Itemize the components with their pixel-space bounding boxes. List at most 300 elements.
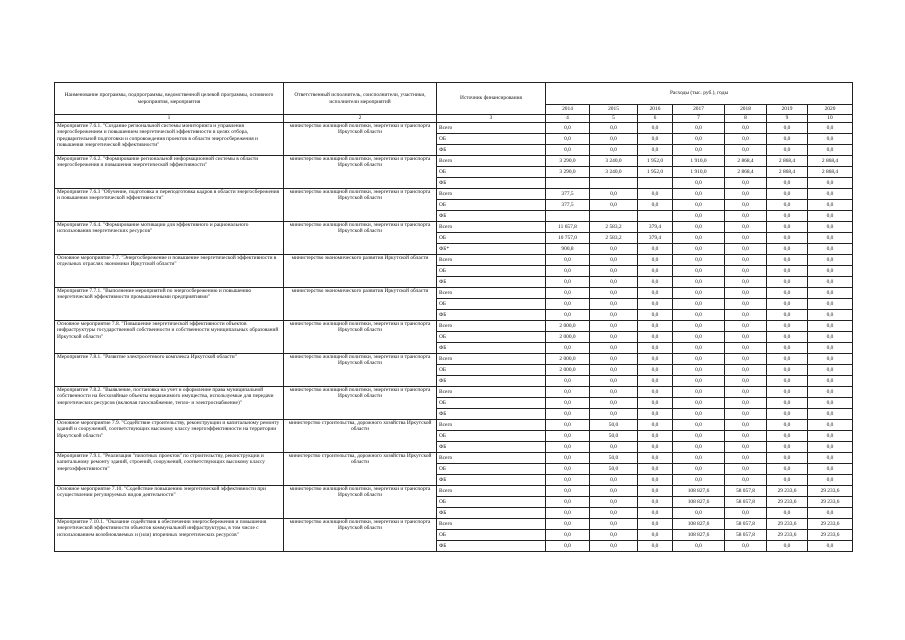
expense-value-cell: 0,0 — [767, 200, 808, 211]
expense-value-cell: 0,0 — [725, 508, 767, 519]
column-number: 10 — [808, 115, 853, 123]
expense-value-cell: 0,0 — [725, 134, 767, 145]
expense-value-cell: 0,0 — [767, 222, 808, 233]
program-name-cell: Основное мероприятие 7.8. "Повышение энергетической эффективности объектов инфраструктуры государственной собственности и собственности муниципальных образований Иркутской области" — [55, 321, 284, 354]
expense-value-cell: 0,0 — [546, 277, 590, 288]
expense-value-cell: 0,0 — [590, 321, 638, 332]
expense-value-cell: 0,0 — [808, 211, 853, 222]
expense-value-cell: 900,8 — [546, 244, 590, 255]
expense-value-cell: 0,0 — [546, 464, 590, 475]
funding-source-cell: ОБ — [437, 497, 546, 508]
expense-value-cell: 0,0 — [590, 376, 638, 387]
executor-cell: министерство жилищной политики, энергетики и транспорта Иркутской области — [284, 189, 437, 222]
expense-value-cell: 0,0 — [638, 442, 673, 453]
expense-value-cell: 0,0 — [673, 475, 725, 486]
expense-value-cell: 0,0 — [725, 233, 767, 244]
table-row — [55, 420, 853, 431]
expense-value-cell: 0,0 — [546, 255, 590, 266]
funding-source-cell: Всего — [437, 321, 546, 332]
expense-value-cell: 0,0 — [808, 365, 853, 376]
expense-value-cell: 0,0 — [725, 464, 767, 475]
funding-source-cell: ОБ — [437, 365, 546, 376]
expense-value-cell: 0,0 — [590, 332, 638, 343]
funding-source-cell: ОБ — [437, 266, 546, 277]
expense-value-cell: 0,0 — [673, 332, 725, 343]
executor-cell: министерство строительства, дорожного хозяйства Иркутской области — [284, 453, 437, 486]
expense-value-cell: 0,0 — [673, 442, 725, 453]
expense-value-cell: 0,0 — [638, 530, 673, 541]
expense-value-cell: 108 827,6 — [673, 497, 725, 508]
funding-source-cell: Всего — [437, 123, 546, 134]
program-name-cell: Мероприятие 7.9.1. "Реализация "пилотных проектов" по строительству, реконструкции и капитальному ремонту зданий, строений, сооружений, соответствующих высокому классу энергоэффективности" — [55, 453, 284, 486]
expense-value-cell: 0,0 — [767, 365, 808, 376]
expense-value-cell: 0,0 — [673, 145, 725, 156]
funding-source-cell: ФБ — [437, 211, 546, 222]
expense-value-cell: 0,0 — [638, 541, 673, 552]
expense-value-cell: 0,0 — [767, 409, 808, 420]
expense-value-cell: 0,0 — [638, 453, 673, 464]
expense-value-cell: 0,0 — [590, 277, 638, 288]
header-year: 2016 — [638, 105, 673, 115]
expense-value-cell: 0,0 — [638, 189, 673, 200]
expense-value-cell: 0,0 — [725, 255, 767, 266]
funding-source-cell: Всего — [437, 156, 546, 167]
expense-value-cell: 0,0 — [673, 464, 725, 475]
expense-value-cell: 0,0 — [590, 288, 638, 299]
expense-value-cell: 2 868,4 — [725, 156, 767, 167]
expense-value-cell: 0,0 — [808, 288, 853, 299]
expense-value-cell: 29 233,6 — [767, 519, 808, 530]
expense-value-cell: 0,0 — [590, 255, 638, 266]
program-name-cell: Мероприятие 7.6.3 "Обучение, подготовка и переподготовка кадров в области энергосбережения и повышения энергетической эффективности" — [55, 189, 284, 222]
expense-value-cell: 0,0 — [546, 398, 590, 409]
expense-value-cell: 0,0 — [638, 398, 673, 409]
expense-value-cell: 0,0 — [673, 365, 725, 376]
expense-value-cell: 0,0 — [725, 266, 767, 277]
funding-source-cell: ФБ — [437, 475, 546, 486]
expense-value-cell: 0,0 — [725, 332, 767, 343]
expense-value-cell: 0,0 — [546, 387, 590, 398]
expense-value-cell: 0,0 — [808, 442, 853, 453]
column-number-row — [55, 115, 853, 123]
expense-value-cell: 0,0 — [590, 266, 638, 277]
expense-value-cell: 0,0 — [673, 266, 725, 277]
expense-value-cell: 0,0 — [638, 255, 673, 266]
program-name-cell: Мероприятие 7.8.1. "Развитие электросетевого комплекса Иркутской области" — [55, 354, 284, 387]
column-number: 8 — [725, 115, 767, 123]
expense-value-cell: 0,0 — [725, 222, 767, 233]
expense-value-cell: 0,0 — [673, 200, 725, 211]
funding-source-cell: ФБ — [437, 178, 546, 189]
funding-source-cell: ФБ — [437, 277, 546, 288]
expense-value-cell: 50,0 — [590, 431, 638, 442]
funding-source-cell: Всего — [437, 222, 546, 233]
expense-value-cell: 0,0 — [767, 189, 808, 200]
table-row — [55, 321, 853, 332]
expense-value-cell: 10 757,0 — [546, 233, 590, 244]
expense-value-cell: 0,0 — [638, 497, 673, 508]
expense-value-cell: 58 057,8 — [725, 530, 767, 541]
expense-value-cell: 0,0 — [638, 200, 673, 211]
executor-cell: министерство строительства, дорожного хозяйства Иркутской области — [284, 420, 437, 453]
expense-value-cell: 0,0 — [546, 453, 590, 464]
executor-cell: министерство жилищной политики, энергетики и транспорта Иркутской области — [284, 486, 437, 519]
table-row — [55, 387, 853, 398]
funding-source-cell: ФБ — [437, 310, 546, 321]
expense-value-cell: 0,0 — [638, 420, 673, 431]
table-row — [55, 288, 853, 299]
expense-value-cell: 0,0 — [590, 497, 638, 508]
executor-cell: министерство жилищной политики, энергетики и транспорта Иркутской области — [284, 321, 437, 354]
expense-value-cell: 0,0 — [673, 233, 725, 244]
expense-value-cell: 0,0 — [590, 123, 638, 134]
expense-value-cell: 58 057,8 — [725, 486, 767, 497]
expense-value-cell: 3 290,0 — [546, 156, 590, 167]
expense-value-cell: 0,0 — [546, 310, 590, 321]
expense-value-cell: 0,0 — [638, 409, 673, 420]
expense-value-cell: 0,0 — [590, 486, 638, 497]
expense-value-cell: 0,0 — [590, 409, 638, 420]
expense-value-cell: 0,0 — [725, 178, 767, 189]
funding-source-cell: ОБ — [437, 200, 546, 211]
expense-value-cell: 0,0 — [808, 343, 853, 354]
funding-source-cell: Всего — [437, 453, 546, 464]
expense-value-cell: 0,0 — [590, 398, 638, 409]
expense-value-cell: 0,0 — [767, 453, 808, 464]
expense-value-cell: 0,0 — [808, 255, 853, 266]
expense-value-cell: 0,0 — [808, 398, 853, 409]
expense-value-cell: 0,0 — [808, 332, 853, 343]
expense-value-cell: 0,0 — [808, 508, 853, 519]
expense-value-cell: 0,0 — [767, 277, 808, 288]
expense-value-cell: 0,0 — [725, 354, 767, 365]
expense-value-cell — [546, 211, 590, 222]
table-row — [55, 486, 853, 497]
executor-cell: министерство жилищной политики, энергетики и транспорта Иркутской области — [284, 519, 437, 552]
expense-value-cell: 0,0 — [673, 222, 725, 233]
executor-cell: министерство жилищной политики, энергетики и транспорта Иркутской области — [284, 387, 437, 420]
expense-value-cell: 0,0 — [725, 200, 767, 211]
expense-value-cell: 0,0 — [638, 266, 673, 277]
expense-value-cell: 0,0 — [767, 376, 808, 387]
funding-source-cell: ОБ — [437, 134, 546, 145]
expense-value-cell: 0,0 — [638, 343, 673, 354]
expense-value-cell: 1 910,0 — [673, 167, 725, 178]
program-name-cell: Основное мероприятие 7.10. "Содействие повышению энергетической эффективности при осуществлении регулируемых видов деятельности" — [55, 486, 284, 519]
expense-value-cell: 0,0 — [546, 541, 590, 552]
expense-value-cell: 0,0 — [590, 541, 638, 552]
expense-value-cell: 1 952,0 — [638, 167, 673, 178]
expense-value-cell: 0,0 — [590, 365, 638, 376]
header-year: 2015 — [590, 105, 638, 115]
expense-value-cell: 0,0 — [546, 343, 590, 354]
funding-source-cell: Всего — [437, 387, 546, 398]
expense-value-cell: 0,0 — [725, 288, 767, 299]
table-row — [55, 453, 853, 464]
expense-value-cell: 0,0 — [808, 376, 853, 387]
expense-value-cell: 0,0 — [673, 211, 725, 222]
column-number: 2 — [284, 115, 437, 123]
expense-value-cell: 0,0 — [725, 189, 767, 200]
expense-value-cell: 1 910,0 — [673, 156, 725, 167]
executor-cell: министерство жилищной политики, энергетики и транспорта Иркутской области — [284, 222, 437, 255]
expense-value-cell: 0,0 — [808, 123, 853, 134]
expense-value-cell: 0,0 — [638, 332, 673, 343]
expense-value-cell: 0,0 — [725, 398, 767, 409]
expense-value-cell: 0,0 — [673, 354, 725, 365]
header-expenses: Расходы (тыс. руб.), годы — [546, 83, 853, 105]
expense-value-cell: 0,0 — [808, 354, 853, 365]
expense-value-cell: 0,0 — [767, 332, 808, 343]
expense-value-cell: 0,0 — [808, 541, 853, 552]
expense-value-cell: 0,0 — [808, 387, 853, 398]
expense-value-cell: 0,0 — [673, 255, 725, 266]
table-row — [55, 519, 853, 530]
column-number: 7 — [673, 115, 725, 123]
header-year: 2017 — [673, 105, 725, 115]
table-body — [55, 123, 853, 552]
expense-value-cell: 0,0 — [638, 387, 673, 398]
expense-value-cell: 58 057,8 — [725, 497, 767, 508]
expense-value-cell: 0,0 — [638, 475, 673, 486]
expense-value-cell: 0,0 — [808, 134, 853, 145]
expense-value-cell: 0,0 — [590, 310, 638, 321]
expense-value-cell: 0,0 — [767, 178, 808, 189]
table-row — [55, 189, 853, 200]
header-year: 2019 — [767, 105, 808, 115]
expense-value-cell: 0,0 — [590, 134, 638, 145]
funding-source-cell: ФБ — [437, 343, 546, 354]
table-row — [55, 156, 853, 167]
expense-value-cell: 2 000,0 — [546, 332, 590, 343]
funding-source-cell: ОБ — [437, 167, 546, 178]
expense-value-cell: 0,0 — [546, 145, 590, 156]
expense-value-cell: 0,0 — [546, 497, 590, 508]
expense-value-cell: 2 000,0 — [546, 354, 590, 365]
expense-value-cell: 2 583,2 — [590, 233, 638, 244]
table-row — [55, 354, 853, 365]
expense-value-cell: 0,0 — [590, 200, 638, 211]
expense-value-cell: 0,0 — [767, 475, 808, 486]
program-name-cell: Основное мероприятие 7.9. "Содействие строительству, реконструкции и капитальному ремонту зданий и сооружений, соответствующих высокому классу энергоэффективности на территории Иркутской области" — [55, 420, 284, 453]
funding-source-cell: ОБ — [437, 299, 546, 310]
expense-value-cell: 0,0 — [546, 299, 590, 310]
expense-value-cell: 0,0 — [546, 420, 590, 431]
funding-source-cell: ОБ — [437, 332, 546, 343]
expense-value-cell: 0,0 — [808, 299, 853, 310]
expense-value-cell: 0,0 — [808, 409, 853, 420]
expense-value-cell: 3 240,0 — [590, 156, 638, 167]
expense-value-cell: 0,0 — [546, 442, 590, 453]
expense-value-cell: 0,0 — [808, 453, 853, 464]
funding-source-cell: ОБ — [437, 233, 546, 244]
expense-value-cell: 0,0 — [767, 211, 808, 222]
expense-value-cell: 0,0 — [767, 508, 808, 519]
funding-source-cell: ОБ — [437, 464, 546, 475]
expense-value-cell: 0,0 — [767, 266, 808, 277]
expense-value-cell: 3 240,0 — [590, 167, 638, 178]
expense-value-cell: 0,0 — [767, 321, 808, 332]
expense-value-cell: 0,0 — [767, 387, 808, 398]
expense-value-cell: 0,0 — [808, 464, 853, 475]
column-number: 4 — [546, 115, 590, 123]
expenses-table — [54, 82, 853, 552]
expense-value-cell: 0,0 — [767, 288, 808, 299]
expense-value-cell: 108 827,6 — [673, 486, 725, 497]
expense-value-cell: 0,0 — [546, 475, 590, 486]
expense-value-cell: 0,0 — [590, 508, 638, 519]
executor-cell: министерство экономического развития Иркутской области — [284, 255, 437, 288]
column-number: 9 — [767, 115, 808, 123]
funding-source-cell: Всего — [437, 519, 546, 530]
expense-value-cell: 0,0 — [590, 354, 638, 365]
expense-value-cell: 0,0 — [725, 277, 767, 288]
expense-value-cell — [638, 211, 673, 222]
expense-value-cell: 0,0 — [638, 277, 673, 288]
expense-value-cell: 58 057,8 — [725, 519, 767, 530]
funding-source-cell: ФБ — [437, 508, 546, 519]
expense-value-cell: 3 290,0 — [546, 167, 590, 178]
expense-value-cell: 0,0 — [725, 431, 767, 442]
expense-value-cell: 0,0 — [767, 123, 808, 134]
expense-value-cell: 0,0 — [808, 321, 853, 332]
expense-value-cell: 0,0 — [546, 486, 590, 497]
funding-source-cell: ФБ — [437, 541, 546, 552]
table-row — [55, 123, 853, 134]
expense-value-cell: 0,0 — [725, 387, 767, 398]
expense-value-cell: 0,0 — [590, 343, 638, 354]
expense-value-cell: 0,0 — [808, 145, 853, 156]
expense-value-cell: 0,0 — [638, 244, 673, 255]
expense-value-cell: 0,0 — [725, 442, 767, 453]
expense-value-cell: 50,0 — [590, 453, 638, 464]
expense-value-cell: 0,0 — [767, 145, 808, 156]
expense-value-cell: 0,0 — [767, 398, 808, 409]
expense-value-cell: 0,0 — [725, 420, 767, 431]
expense-value-cell: 0,0 — [638, 145, 673, 156]
expense-value-cell: 0,0 — [725, 343, 767, 354]
expense-value-cell: 0,0 — [725, 541, 767, 552]
expense-value-cell: 0,0 — [590, 475, 638, 486]
expense-value-cell: 0,0 — [673, 409, 725, 420]
expense-value-cell: 0,0 — [767, 343, 808, 354]
expense-value-cell: 0,0 — [673, 189, 725, 200]
expense-value-cell: 0,0 — [808, 178, 853, 189]
expense-value-cell: 0,0 — [590, 530, 638, 541]
expense-value-cell: 0,0 — [546, 519, 590, 530]
expense-value-cell: 0,0 — [638, 519, 673, 530]
expense-value-cell: 2 868,4 — [808, 156, 853, 167]
expense-value-cell: 0,0 — [808, 475, 853, 486]
header-executor: Ответственный исполнитель, соисполнители, участники, исполнители мероприятий — [284, 83, 437, 115]
expense-value-cell: 29 233,6 — [808, 519, 853, 530]
table-row — [55, 222, 853, 233]
expense-value-cell: 0,0 — [546, 123, 590, 134]
expense-value-cell: 0,0 — [767, 299, 808, 310]
expense-value-cell: 0,0 — [808, 222, 853, 233]
expense-value-cell: 29 233,6 — [808, 486, 853, 497]
expense-value-cell: 2 868,4 — [808, 167, 853, 178]
funding-source-cell: ФБ — [437, 145, 546, 156]
expense-value-cell: 0,0 — [725, 211, 767, 222]
expense-value-cell: 0,0 — [808, 431, 853, 442]
program-name-cell: Мероприятие 7.6.1. "Создание региональной системы мониторинга и управления энергосбережением и повышением энергетической эффективности в целях отбора, предварительной подготовки и сопровождения проектов в области энергосбережения и повышения энергетической эффективности" — [55, 123, 284, 156]
expense-value-cell — [590, 211, 638, 222]
expense-value-cell: 0,0 — [725, 475, 767, 486]
executor-cell: министерство жилищной политики, энергетики и транспорта Иркутской области — [284, 156, 437, 189]
funding-source-cell: ФБ* — [437, 244, 546, 255]
expense-value-cell: 0,0 — [673, 134, 725, 145]
expense-value-cell: 0,0 — [767, 354, 808, 365]
funding-source-cell: Всего — [437, 189, 546, 200]
expense-value-cell: 0,0 — [638, 354, 673, 365]
expense-value-cell: 0,0 — [808, 420, 853, 431]
funding-source-cell: Всего — [437, 486, 546, 497]
expense-value-cell: 0,0 — [767, 233, 808, 244]
expense-value-cell: 0,0 — [590, 387, 638, 398]
expense-value-cell: 11 657,8 — [546, 222, 590, 233]
funding-source-cell: ФБ — [437, 442, 546, 453]
expense-value-cell: 0,0 — [725, 365, 767, 376]
expense-value-cell: 1 952,0 — [638, 156, 673, 167]
expense-value-cell: 0,0 — [673, 541, 725, 552]
executor-cell: министерство жилищной политики, энергетики и транспорта Иркутской области — [284, 123, 437, 156]
header-year: 2020 — [808, 105, 853, 115]
expense-value-cell: 0,0 — [673, 310, 725, 321]
expense-value-cell — [546, 178, 590, 189]
expense-value-cell: 0,0 — [673, 244, 725, 255]
expense-value-cell: 0,0 — [808, 277, 853, 288]
expense-value-cell: 0,0 — [546, 266, 590, 277]
expense-value-cell: 2 000,0 — [546, 321, 590, 332]
program-name-cell: Мероприятие 7.6.2. "Формирование региональной информационной системы в области энергосбережения и повышения энергетической эффективности" — [55, 156, 284, 189]
program-name-cell: Мероприятие 7.6.4. "Формирование мотивации для эффективного и рационального использования энергетических ресурсов" — [55, 222, 284, 255]
funding-source-cell: Всего — [437, 420, 546, 431]
expense-value-cell: 0,0 — [767, 310, 808, 321]
expense-value-cell: 0,0 — [725, 123, 767, 134]
expense-value-cell: 108 827,6 — [673, 519, 725, 530]
expense-value-cell: 0,0 — [673, 431, 725, 442]
expense-value-cell: 0,0 — [546, 530, 590, 541]
expense-value-cell: 0,0 — [638, 299, 673, 310]
expense-value-cell: 0,0 — [725, 299, 767, 310]
expense-value-cell: 379,4 — [638, 222, 673, 233]
expense-value-cell: 0,0 — [808, 310, 853, 321]
executor-cell: министерство жилищной политики, энергетики и транспорта Иркутской области — [284, 354, 437, 387]
document-page — [54, 82, 853, 552]
funding-source-cell: Всего — [437, 255, 546, 266]
expense-value-cell: 0,0 — [673, 453, 725, 464]
expense-value-cell: 377,5 — [546, 189, 590, 200]
expense-value-cell: 50,0 — [590, 464, 638, 475]
program-name-cell: Мероприятие 7.10.1. "Оказание содействия в обеспечении энергосбережения и повышения энергетической эффективности объектов коммунальной инфраструктуры, в том числе с использованием возобновляемых и (или) вторичных энергетических ресурсов" — [55, 519, 284, 552]
expense-value-cell: 50,0 — [590, 420, 638, 431]
expense-value-cell: 0,0 — [767, 255, 808, 266]
program-name-cell: Основное мероприятие 7.7. "Энергосбережение и повышение энергетической эффективности в отдельных отраслях экономики Иркутской области" — [55, 255, 284, 288]
expense-value-cell: 0,0 — [638, 321, 673, 332]
executor-cell: министерство экономического развития Иркутской области — [284, 288, 437, 321]
expense-value-cell: 0,0 — [673, 288, 725, 299]
expense-value-cell: 29 233,6 — [808, 530, 853, 541]
expense-value-cell: 0,0 — [638, 486, 673, 497]
header-year: 2018 — [725, 105, 767, 115]
expense-value-cell: 0,0 — [638, 123, 673, 134]
expense-value-cell: 108 827,6 — [673, 530, 725, 541]
expense-value-cell: 0,0 — [590, 299, 638, 310]
expense-value-cell: 0,0 — [808, 244, 853, 255]
funding-source-cell: ОБ — [437, 431, 546, 442]
funding-source-cell: Всего — [437, 288, 546, 299]
